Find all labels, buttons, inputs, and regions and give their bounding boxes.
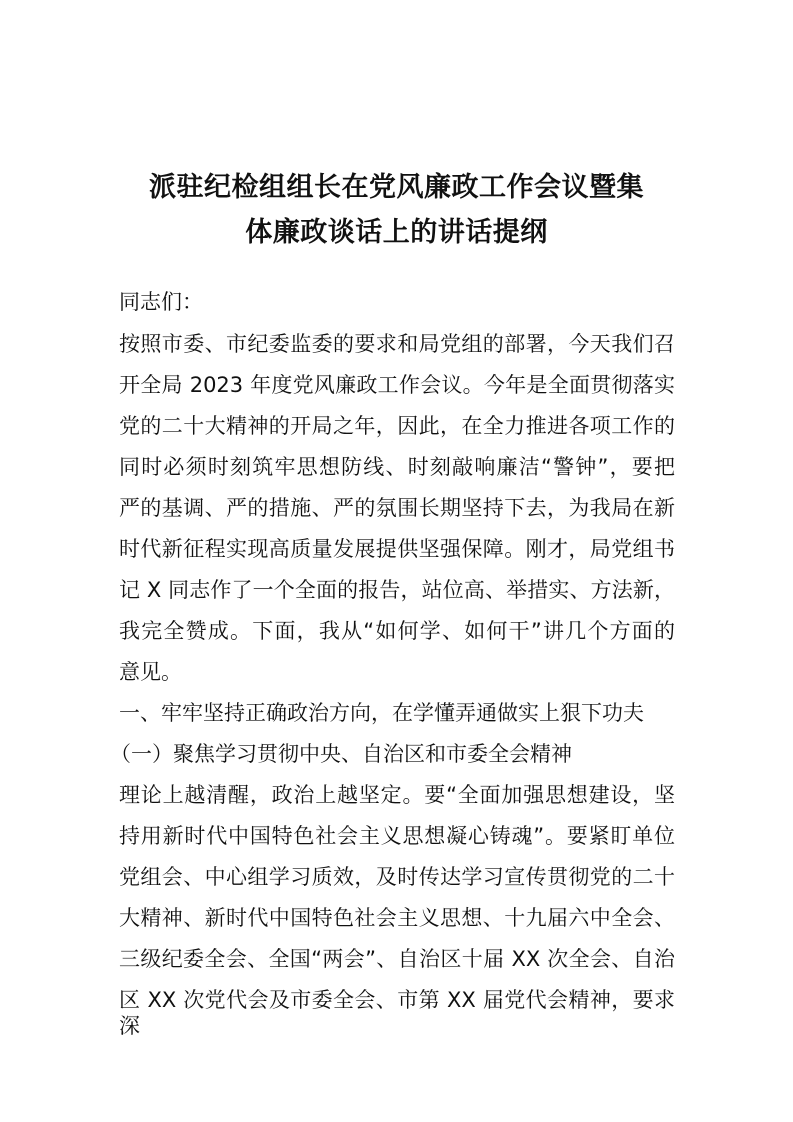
body-line: 党的二十大精神的开局之年，因此，在全力推进各项工作的: [119, 414, 675, 438]
body-line: 一、牢牢坚持正确政治方向，在学懂弄通做实上狠下功夫: [119, 701, 644, 725]
body-line: 记 X 同志作了一个全面的报告，站位高、举措实、方法新，: [119, 578, 675, 602]
document-title-line-1: 派驻纪检组组长在党风廉政工作会议暨集: [149, 172, 644, 203]
body-line: 时代新征程实现高质量发展提供坚强保障。刚才，局党组书: [119, 537, 675, 561]
body-line: 理论上越清醒，政治上越坚定。要“全面加强思想建设，坚: [119, 783, 675, 807]
body-line: 党组会、中心组学习质效，及时传达学习宣传贯彻党的二十: [119, 865, 675, 889]
body-line: 三级纪委全会、全国“两会”、自治区十届 XX 次全会、自治: [119, 947, 675, 971]
body-line: 按照市委、市纪委监委的要求和局党组的部署，今天我们召: [119, 332, 675, 356]
body-line: （一）聚焦学习贯彻中央、自治区和市委全会精神: [110, 742, 572, 766]
document-title-line-2: 体廉政谈话上的讲话提纲: [245, 217, 548, 248]
salutation: 同志们：: [119, 290, 203, 314]
body-line: 严的基调、严的措施、严的氛围长期坚持下去，为我局在新: [119, 496, 675, 520]
body-line: 意见。: [119, 660, 182, 684]
body-line: 我完全赞成。下面，我从“如何学、如何干”讲几个方面的: [119, 619, 675, 643]
body-line: 大精神、新时代中国特色社会主义思想、十九届六中全会、: [119, 906, 675, 930]
body-line: 开全局 2023 年度党风廉政工作会议。今年是全面贯彻落实: [119, 373, 675, 397]
body-line: 同时必须时刻筑牢思想防线、时刻敲响廉洁“警钟”，要把: [119, 455, 675, 479]
body-line: 持用新时代中国特色社会主义思想凝心铸魂”。要紧盯单位: [119, 824, 675, 848]
body-line: 区 XX 次党代会及市委全会、市第 XX 届党代会精神，要求深: [119, 988, 675, 1038]
